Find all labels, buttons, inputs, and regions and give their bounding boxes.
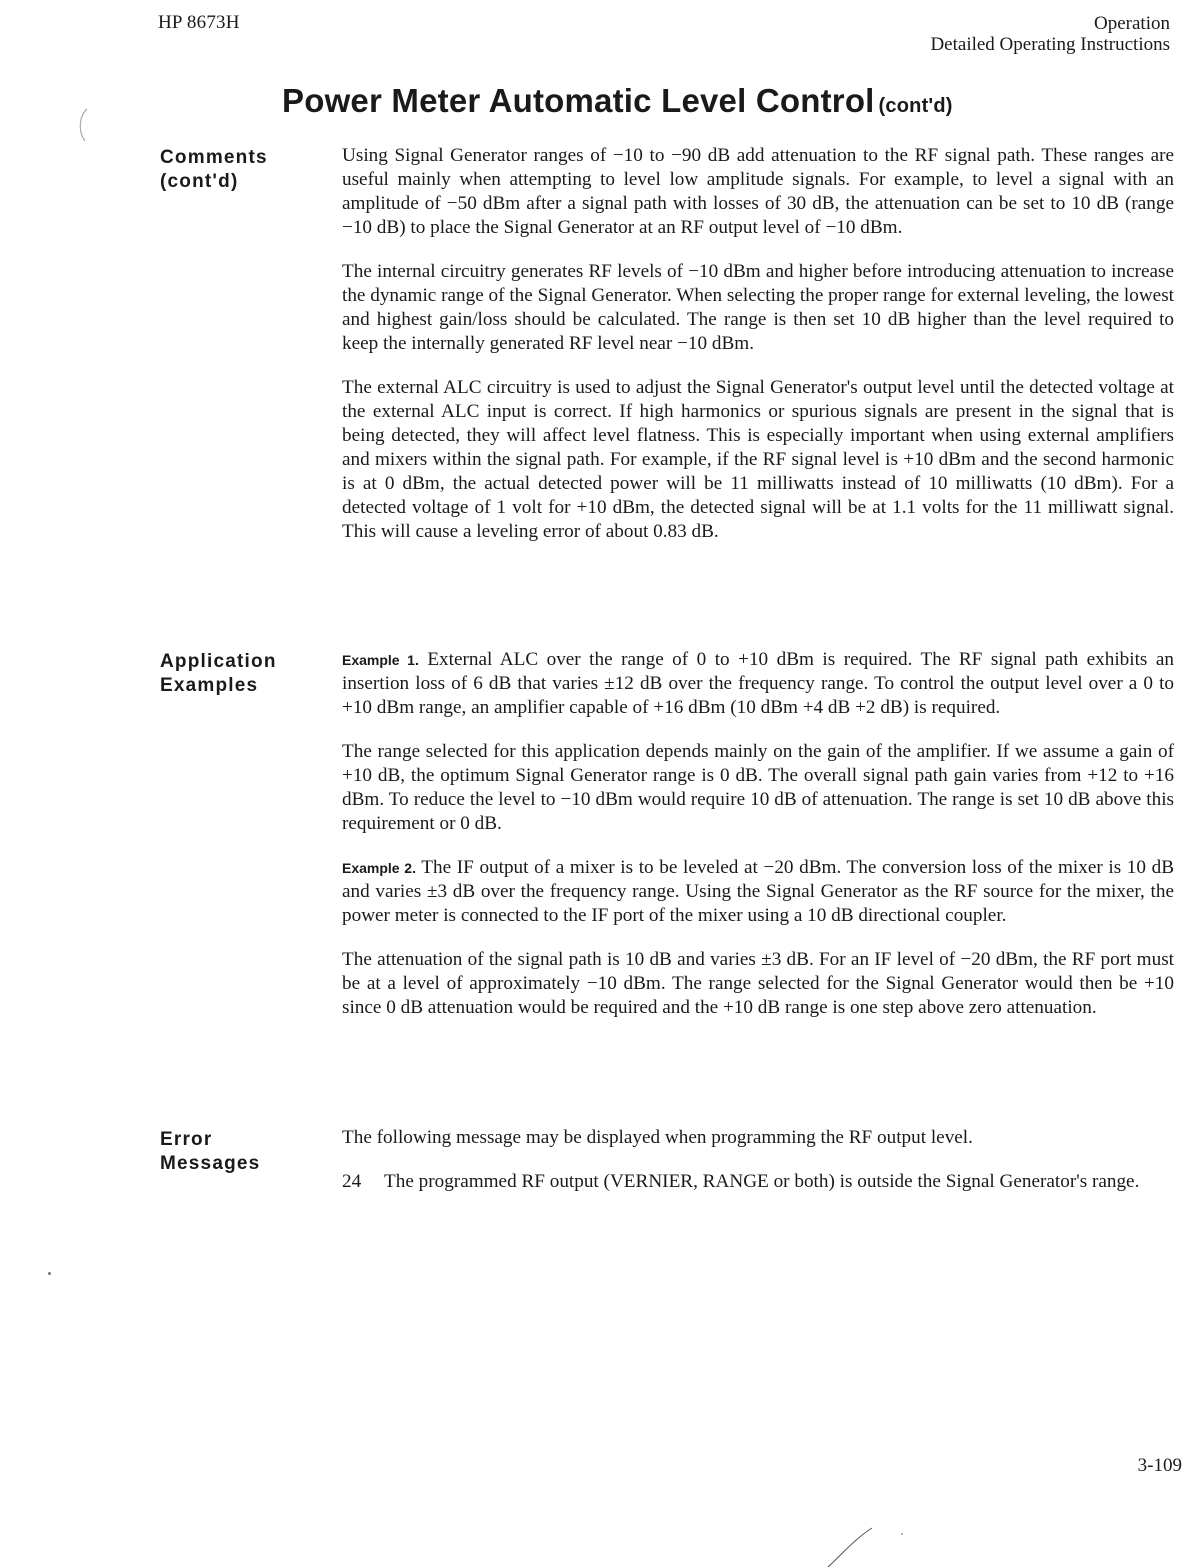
error-item — [342, 1170, 1174, 1194]
error-label-line2: Messages — [160, 1153, 261, 1174]
document-model: HP 8673H — [158, 12, 240, 33]
application-examples-body — [342, 648, 1174, 1040]
comments-paragraph-2: The internal circuitry generates RF levels of −10 dBm and higher before introducing attenuation to increase the dynamic range of the Signal Generator. When selecting the proper range for external leveling, the lowest and highest gain/loss should be calculated. The range is then set 10 dB higher than the level required to keep the internally generated RF level near −10 dBm. — [342, 261, 1174, 354]
comments-paragraph-1: Using Signal Generator ranges of −10 to −90 dB add attenuation to the RF signal path. These ranges are useful mainly when attempting to level low amplitude signals. For example, to level a signal with an amplitude of −50 dBm after a signal path with losses of 30 dB, the attenuation can be set to 10 dB (range −10 dB) to place the Signal Generator at an RF output level of −10 dBm. — [342, 145, 1174, 238]
error-messages-body — [342, 1126, 1174, 1194]
application-label-line2: Examples — [160, 675, 259, 696]
page-number: 3-109 — [1137, 1455, 1182, 1476]
running-header — [930, 13, 1170, 55]
example-2-label: Example 2. — [342, 860, 416, 876]
error-text: The programmed RF output (VERNIER, RANGE or both) is outside the Signal Generator's range. — [384, 1171, 1140, 1192]
example-2-paragraph — [342, 856, 1174, 928]
pen-stroke-mark — [826, 1518, 916, 1568]
scan-speck — [48, 1272, 51, 1275]
example-1-label: Example 1. — [342, 652, 419, 668]
margin-bracket-mark — [76, 108, 90, 142]
example-1-text: External ALC over the range of 0 to +10 dBm is required. The RF signal path exhibits an insertion loss of 6 dB that varies ±12 dB over the frequency range. To control the output level over a 0 to +10 dBm range, an amplifier capable of +16 dBm (10 dBm +4 dB +2 dB) is required. — [342, 649, 1174, 718]
application-label-line1: Application — [160, 651, 277, 672]
example-2-text: The IF output of a mixer is to be leveled at −20 dBm. The conversion loss of the mixer is 10 dB and varies ±3 dB over the frequency range. Using the Signal Generator as the RF source for the mixer, the power meter is connected to the IF port of the mixer using a 10 dB directional coupler. — [342, 857, 1175, 926]
application-examples-label — [160, 650, 277, 698]
example-1-followup: The range selected for this application depends mainly on the gain of the amplifier. If we assume a gain of +10 dB, the optimum Signal Generator range is 0 dB. The overall signal path gain varies from +12 to +16 dBm. To reduce the level to −10 dBm would require 10 dB of attenuation. The range is set 10 dB above this requirement or 0 dB. — [342, 741, 1174, 834]
comments-label — [160, 146, 268, 194]
header-subsection: Detailed Operating Instructions — [930, 34, 1170, 55]
comments-body — [342, 144, 1174, 564]
error-code: 24 — [342, 1171, 362, 1192]
error-label-line1: Error — [160, 1129, 213, 1150]
header-section: Operation — [1094, 13, 1170, 34]
error-messages-label — [160, 1128, 260, 1176]
example-2-followup: The attenuation of the signal path is 10 dB and varies ±3 dB. For an IF level of −20 dBm, the RF port must be at a level of approximately −10 dBm. The range selected for the Signal Generator would then be +10 since 0 dB attenuation would be required and the +10 dB range is one step above zero attenuation. — [342, 949, 1174, 1018]
error-intro: The following message may be displayed when programming the RF output level. — [342, 1127, 973, 1148]
page-title — [282, 82, 953, 120]
page-title-suffix: (cont'd) — [878, 95, 953, 117]
comments-label-line1: Comments — [160, 147, 268, 168]
page-title-main: Power Meter Automatic Level Control — [282, 82, 875, 119]
comments-paragraph-3: The external ALC circuitry is used to adjust the Signal Generator's output level until the detected voltage at the external ALC input is correct. If high harmonics or spurious signals are present in the signal that is being detected, they will affect level flatness. This is especially important when using external amplifiers and mixers within the signal path. For example, if the RF signal level is +10 dBm and the second harmonic is at 0 dBm, the actual detected power will be 11 milliwatts instead of 10 milliwatts (10 dBm). For a detected voltage of 1 volt for +10 dBm, the detected signal will be at 1.1 volts for the 11 milliwatt signal. This will cause a leveling error of about 0.83 dB. — [342, 377, 1174, 542]
example-1-paragraph — [342, 648, 1174, 720]
comments-label-line2: (cont'd) — [160, 171, 239, 192]
